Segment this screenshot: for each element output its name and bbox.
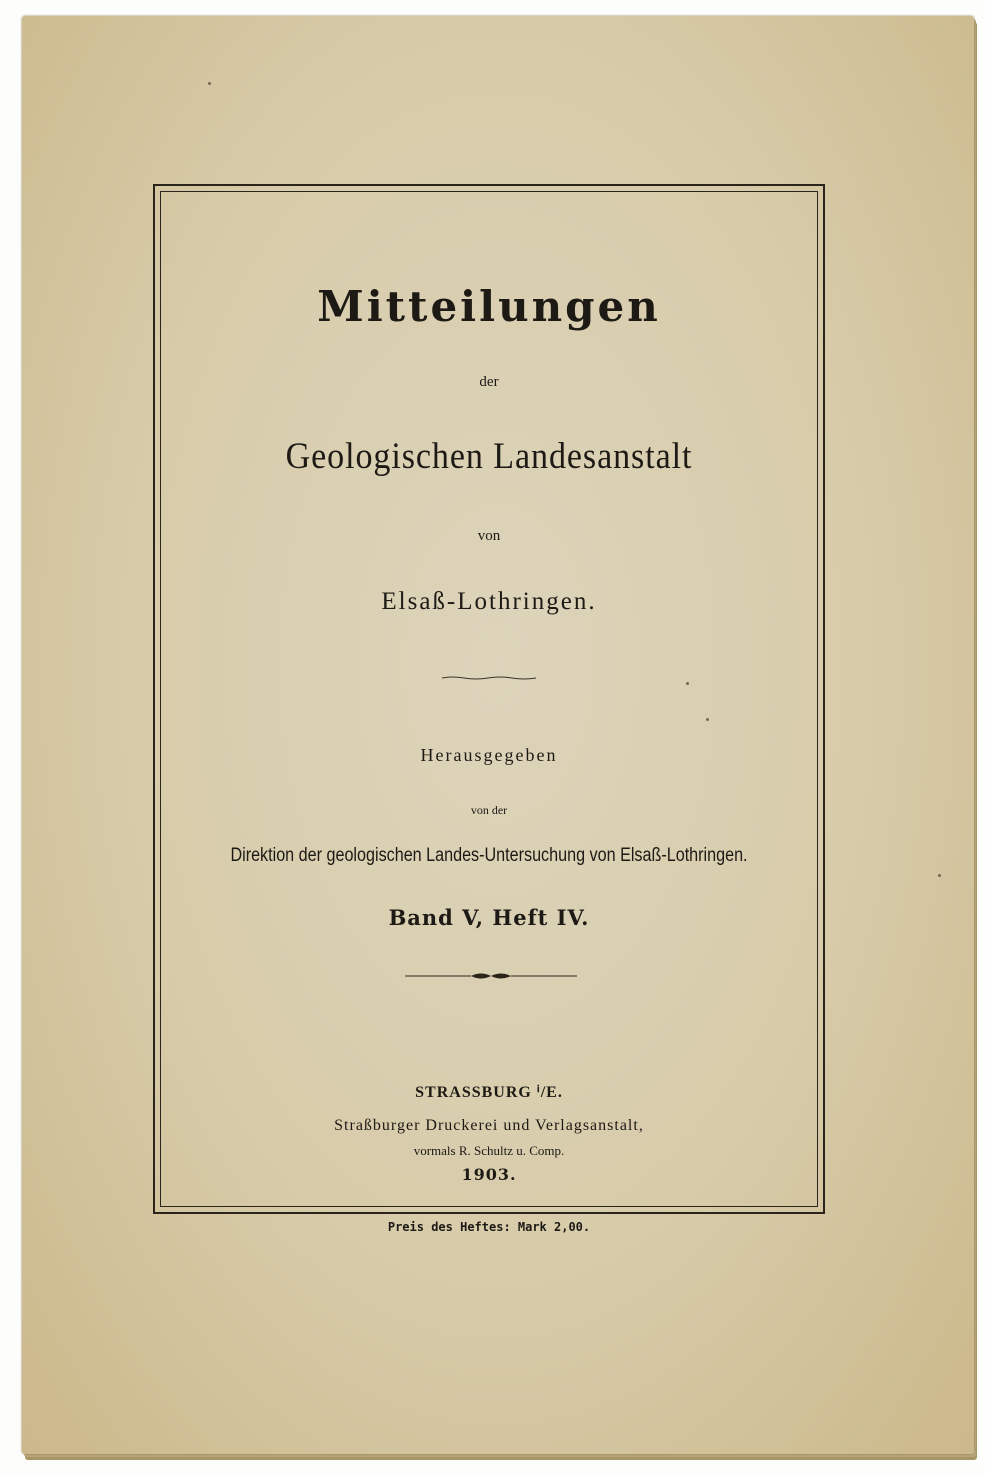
ornament-rule-diamond (405, 970, 577, 982)
title-connector-der: der (479, 374, 499, 390)
price-note: Preis des Heftes: Mark 2,00. (387, 1220, 591, 1234)
editor-heading: Herausgegeben (420, 745, 558, 765)
imprint-formerly: vormals R. Schultz u. Comp. (413, 1143, 565, 1158)
editor-name: Direktion der geologischen Landes-Untersuchung von Elsaß-Lothringen. (230, 845, 748, 866)
imprint-year: 1903. (461, 1165, 517, 1184)
paper-fleck (706, 718, 709, 721)
editor-connector: von der (470, 803, 508, 817)
institute-name: Geologischen Landesanstalt (285, 436, 693, 477)
title: Mitteilungen (317, 282, 661, 331)
title-connector-von: von (477, 528, 501, 544)
region-name: Elsaß-Lothringen. (381, 588, 597, 615)
paper-fleck (208, 82, 211, 85)
paper-fleck (938, 874, 941, 877)
volume-issue: Band V, Heft IV. (388, 905, 590, 930)
paper-fleck (686, 682, 689, 685)
imprint-city: STRASSBURG ⁱ/E. (415, 1084, 563, 1101)
border-frame-inner (160, 191, 818, 1207)
ornament-rule-small (440, 676, 538, 680)
imprint-publisher: Straßburger Druckerei und Verlagsanstalt, (334, 1117, 644, 1134)
